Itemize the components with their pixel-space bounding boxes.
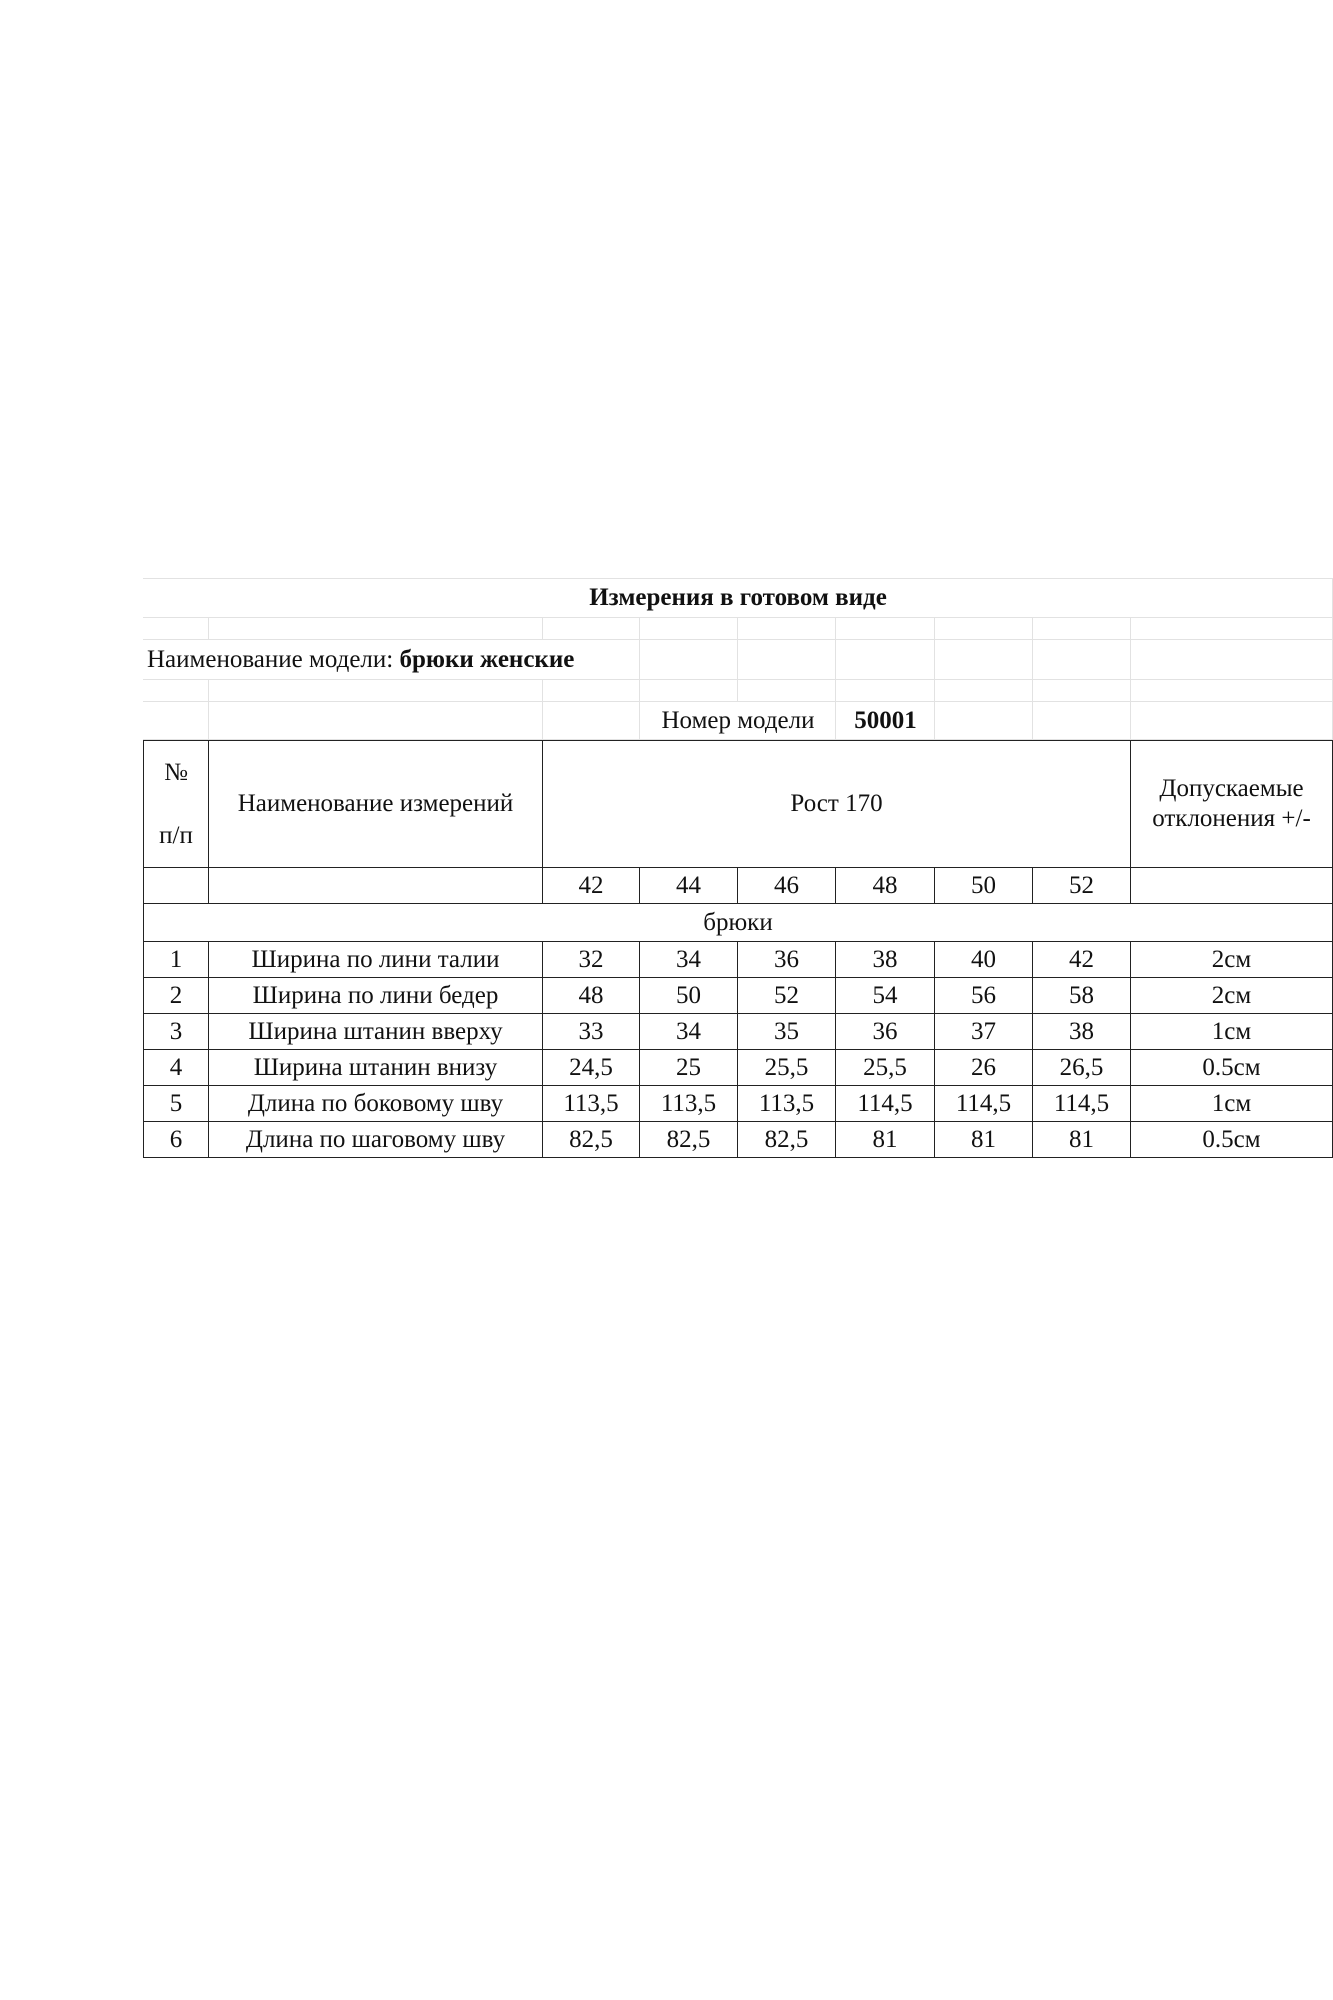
- measure-value: 33: [543, 1014, 640, 1050]
- measure-value: 81: [935, 1122, 1033, 1158]
- measure-value: 34: [640, 1014, 738, 1050]
- measure-value: 42: [1033, 942, 1131, 978]
- row-number: 5: [143, 1086, 209, 1122]
- measure-value: 114,5: [1033, 1086, 1131, 1122]
- table-row: [143, 942, 1333, 978]
- data-rows: [143, 942, 1333, 1158]
- size-cell: 50: [935, 868, 1033, 904]
- header-number-bottom: п/п: [159, 821, 193, 849]
- tolerance-value: 0.5см: [1131, 1050, 1333, 1086]
- measure-value: 113,5: [543, 1086, 640, 1122]
- sizes-row: [143, 868, 1333, 904]
- measure-value: 82,5: [543, 1122, 640, 1158]
- row-number: 6: [143, 1122, 209, 1158]
- spacer-row-2: [143, 680, 1333, 702]
- table-row: [143, 1050, 1333, 1086]
- measure-value: 35: [738, 1014, 836, 1050]
- measure-name: Ширина по лини бедер: [209, 978, 543, 1014]
- measure-value: 26: [935, 1050, 1033, 1086]
- header-tolerance-line2: отклонения +/-: [1152, 805, 1311, 832]
- header-height: Рост 170: [543, 740, 1131, 868]
- size-cell: 48: [836, 868, 935, 904]
- measure-value: 40: [935, 942, 1033, 978]
- tolerance-value: 0.5см: [1131, 1122, 1333, 1158]
- section-row: [143, 904, 1333, 942]
- measure-name: Ширина штанин внизу: [209, 1050, 543, 1086]
- section-label: брюки: [143, 904, 1333, 942]
- measure-value: 48: [543, 978, 640, 1014]
- tolerance-value: 1см: [1131, 1014, 1333, 1050]
- model-name-row: [143, 640, 1333, 680]
- measure-value: 82,5: [738, 1122, 836, 1158]
- measure-value: 81: [1033, 1122, 1131, 1158]
- measure-value: 114,5: [836, 1086, 935, 1122]
- header-tolerance-line1: Допускаемые: [1159, 775, 1304, 802]
- row-number: 3: [143, 1014, 209, 1050]
- measure-value: 38: [1033, 1014, 1131, 1050]
- measure-value: 50: [640, 978, 738, 1014]
- header-number: [143, 740, 209, 868]
- model-number-label: Номер модели: [661, 707, 815, 734]
- tolerance-value: 2см: [1131, 942, 1333, 978]
- table-header-row: [143, 740, 1333, 868]
- size-cell: 46: [738, 868, 836, 904]
- header-number-top: №: [164, 758, 188, 786]
- measure-value: 25,5: [836, 1050, 935, 1086]
- measure-value: 32: [543, 942, 640, 978]
- measure-value: 38: [836, 942, 935, 978]
- table-row: [143, 1014, 1333, 1050]
- row-number: 2: [143, 978, 209, 1014]
- row-number: 4: [143, 1050, 209, 1086]
- measure-value: 26,5: [1033, 1050, 1131, 1086]
- measure-value: 36: [738, 942, 836, 978]
- model-name-label: Наименование модели:: [147, 646, 394, 673]
- model-name-value: брюки женские: [399, 646, 575, 673]
- measure-value: 36: [836, 1014, 935, 1050]
- header-measure-name: Наименование измерений: [209, 740, 543, 868]
- size-cell: 52: [1033, 868, 1131, 904]
- measure-value: 113,5: [640, 1086, 738, 1122]
- measure-value: 113,5: [738, 1086, 836, 1122]
- page-title: Измерения в готовом виде: [589, 584, 887, 611]
- size-cell: 44: [640, 868, 738, 904]
- measurement-sheet: [143, 578, 1333, 1158]
- model-name: [143, 640, 640, 680]
- measure-value: 54: [836, 978, 935, 1014]
- measure-value: 58: [1033, 978, 1131, 1014]
- header-tolerance: [1131, 740, 1333, 868]
- measure-value: 81: [836, 1122, 935, 1158]
- measure-name: Длина по шаговому шву: [209, 1122, 543, 1158]
- measure-name: Длина по боковому шву: [209, 1086, 543, 1122]
- measure-value: 24,5: [543, 1050, 640, 1086]
- tolerance-value: 2см: [1131, 978, 1333, 1014]
- measure-name: Ширина по лини талии: [209, 942, 543, 978]
- measure-value: 52: [738, 978, 836, 1014]
- measure-value: 82,5: [640, 1122, 738, 1158]
- table-row: [143, 1086, 1333, 1122]
- measure-value: 114,5: [935, 1086, 1033, 1122]
- table-row: [143, 978, 1333, 1014]
- measure-value: 37: [935, 1014, 1033, 1050]
- table-row: [143, 1122, 1333, 1158]
- measure-value: 25,5: [738, 1050, 836, 1086]
- model-number-value: 50001: [854, 707, 917, 734]
- title-row: [143, 578, 1333, 618]
- model-number-row: [143, 702, 1333, 740]
- size-cell: 42: [543, 868, 640, 904]
- measure-value: 34: [640, 942, 738, 978]
- measure-name: Ширина штанин вверху: [209, 1014, 543, 1050]
- spacer-row: [143, 618, 1333, 640]
- row-number: 1: [143, 942, 209, 978]
- measure-value: 56: [935, 978, 1033, 1014]
- measure-value: 25: [640, 1050, 738, 1086]
- tolerance-value: 1см: [1131, 1086, 1333, 1122]
